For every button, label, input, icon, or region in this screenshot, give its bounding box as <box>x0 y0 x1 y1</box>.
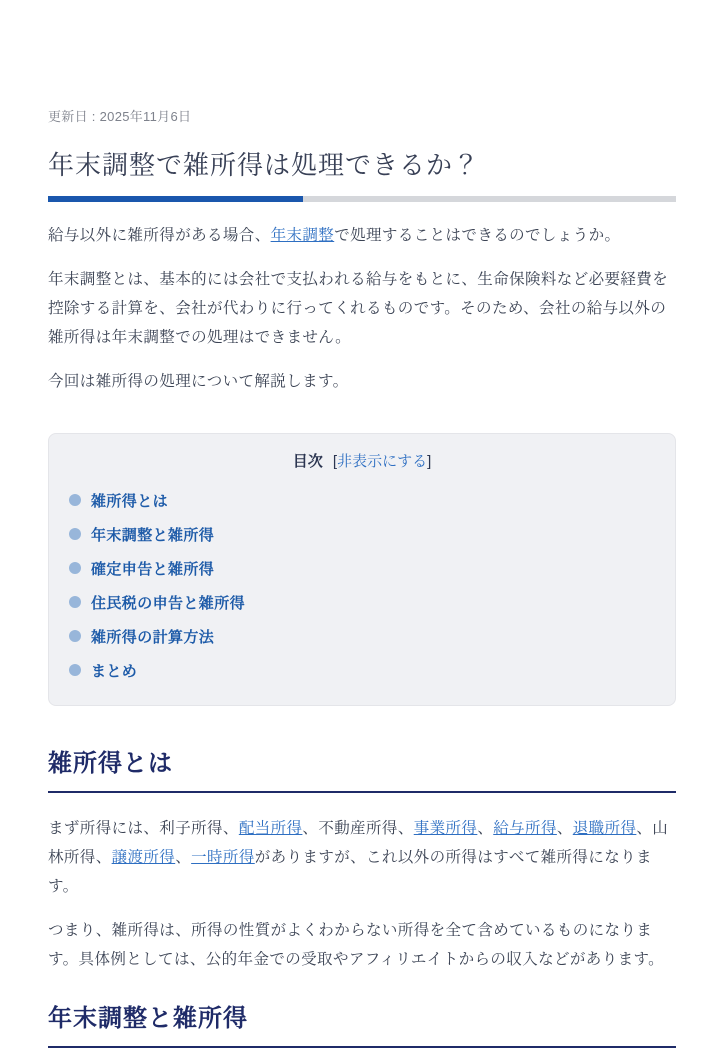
text-segment: 、 <box>477 820 494 838</box>
table-of-contents <box>48 433 676 706</box>
kyuyo-shotoku-link[interactable]: 給与所得 <box>493 820 557 838</box>
title-accent-bar-fill <box>48 196 303 202</box>
text-segment: 、山林所得、 <box>48 820 669 867</box>
toc-link-matome[interactable]: まとめ <box>91 662 138 680</box>
text-segment: 、 <box>175 849 192 867</box>
nenmatsu-chousei-link[interactable]: 年末調整 <box>270 226 335 244</box>
toc-link-keisan-houhou[interactable]: 雑所得の計算方法 <box>91 628 215 646</box>
title-accent-bar <box>48 196 676 202</box>
updated-date: 更新日 : 2025年11月6日 <box>48 109 192 124</box>
text-segment: 、不動産所得、 <box>302 820 414 838</box>
text-segment: がありますが、これ以外の所得はすべて雑所得になります。 <box>48 849 652 895</box>
section-heading-2: 年末調整と雑所得 <box>48 1003 676 1048</box>
intro-p1-text-before: 給与以外に雑所得がある場合、 <box>48 226 271 244</box>
toc-item <box>69 585 655 619</box>
section-zatsushotoku-toha <box>48 748 676 975</box>
toc-link-zatsushotoku-toha[interactable]: 雑所得とは <box>91 492 169 510</box>
text-segment: 、 <box>556 820 573 838</box>
intro-paragraph-1 <box>48 222 676 251</box>
toc-item <box>69 653 655 687</box>
intro-paragraph-3: 今回は雑所得の処理について解説します。 <box>48 373 349 391</box>
ichiji-shotoku-link[interactable]: 一時所得 <box>191 849 255 867</box>
section-nenmatsu-chousei <box>48 1003 676 1048</box>
haitou-shotoku-link[interactable]: 配当所得 <box>238 820 303 838</box>
bullet-icon <box>69 664 81 676</box>
toc-item <box>69 551 655 585</box>
section1-paragraph-2: つまり、雑所得は、所得の性質がよくわからない所得を全て含めているものになります。具体例としては、公的年金での受取やアフィリエイトからの収入などがあります。 <box>48 922 665 969</box>
jigyou-shotoku-link[interactable]: 事業所得 <box>413 820 478 838</box>
section-heading-1: 雑所得とは <box>48 748 676 793</box>
bullet-icon <box>69 596 81 608</box>
toc-item <box>69 517 655 551</box>
toc-item <box>69 619 655 653</box>
section1-paragraph-1 <box>48 815 676 901</box>
toc-item <box>69 483 655 517</box>
jouto-shotoku-link[interactable]: 譲渡所得 <box>111 849 176 867</box>
page-title: 年末調整で雑所得は処理できるか？ <box>48 150 481 180</box>
text-segment: まず所得には、利子所得、 <box>48 820 239 838</box>
bullet-icon <box>69 494 81 506</box>
toc-toggle-wrap <box>333 453 431 470</box>
toc-link-juminzei[interactable]: 住民税の申告と雑所得 <box>91 594 246 612</box>
toc-bracket-close: ] <box>427 453 432 471</box>
bullet-icon <box>69 562 81 574</box>
toc-title: 目次 <box>292 453 323 471</box>
taishoku-shotoku-link[interactable]: 退職所得 <box>572 820 637 838</box>
toc-link-kakutei-shinkoku[interactable]: 確定申告と雑所得 <box>91 560 215 578</box>
bullet-icon <box>69 528 81 540</box>
bullet-icon <box>69 630 81 642</box>
toc-bracket-open: [ <box>332 453 338 471</box>
intro-p1-text-after: で処理することはできるのでしょうか。 <box>334 226 621 244</box>
intro-paragraph-2: 年末調整とは、基本的には会社で支払われる給与をもとに、生命保険料など必要経費を控除する計算を、会社が代わりに行ってくれるものです。そのため、会社の給与以外の雑所得は年末調整での処理はできません。 <box>48 271 669 346</box>
toc-header <box>69 450 655 471</box>
toc-link-nenmatsu-chousei[interactable]: 年末調整と雑所得 <box>91 526 215 544</box>
toc-hide-toggle[interactable]: 非表示にする <box>337 453 428 471</box>
toc-list <box>69 483 655 687</box>
